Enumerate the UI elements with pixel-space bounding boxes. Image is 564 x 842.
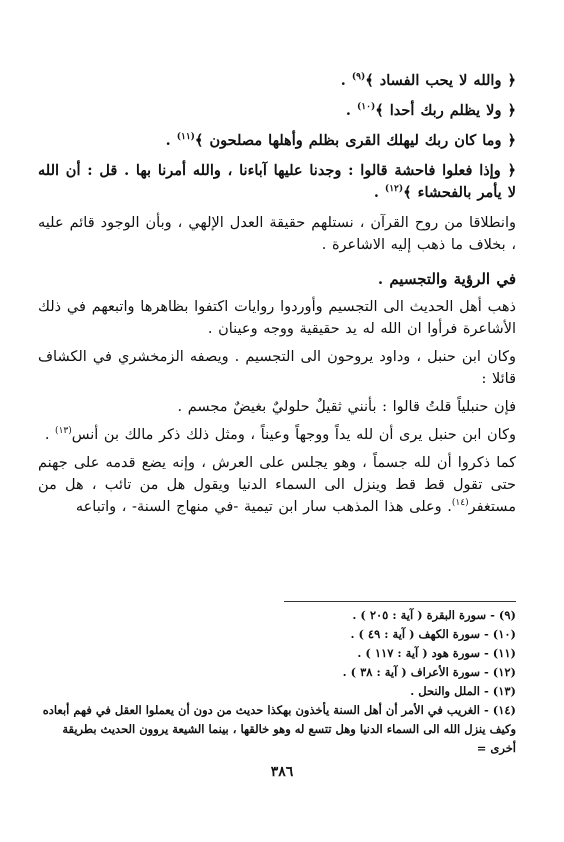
verse-4: ﴿ وإذا فعلوا فاحشة قالوا : وجدنا عليها آباءنا ، والله أمرنا بها . قل : أن الله لا يأمر بالفحشاء ﴾$^{(١٢)}$ . [38,162,516,201]
footnote-12: (١٢) - سورة الأعراف ( آية : ٣٨ ) . [342,665,516,679]
note-ref: (٩) [351,72,366,83]
footnote-11: (١١) - سورة هود ( آية : ١١٧ ) . [357,646,516,660]
footnote-9: (٩) - سورة البقرة ( آية : ٢٠٥ ) . [352,608,516,622]
note-ref: (١٣) [55,426,72,437]
paragraph-anthropomorphism: ذهب أهل الحديث الى التجسيم وأوردوا روايات اكتفوا بظاهرها واتبعهم في ذلك الأشاعرة فرأوا ان الله له يد حقيقية ووجه وعينان . [38,299,516,337]
section-heading: في الرؤية والتجسيم . [377,270,516,288]
paragraph-poem: فإن حنبلياً قلتُ قالوا : بأنني ثقيلٌ حلوليٌ بغيضٌ مجسم . [177,399,516,415]
paragraph-ibn-hanbal: وكان ابن حنبل ، وداود يروحون الى التجسيم . ويصفه الزمخشري في الكشاف قائلا : [38,349,516,387]
note-ref: (١٤) [451,498,469,509]
page-number: ٣٨٦ [270,764,294,780]
paragraph-malik: وكان ابن حنبل يرى أن لله يداً ووجهاً وعيناً ، ومثل ذلك ذكر مالك بن أنس$^{(١٣)}$ . [44,426,516,443]
note-ref: (١٢) [384,184,404,195]
footnotes [38,606,516,758]
verse-1: ﴿ والله لا يحب الفساد ﴾$^{(٩)}$ . [340,72,516,89]
verse-2: ﴿ ولا يظلم ربك أحدا ﴾$^{(١٠)}$ . [345,102,516,119]
note-ref: (١١) [176,132,195,143]
main-text [38,70,516,518]
note-ref: (١٠) [357,102,376,113]
footnote-14: (١٤) - الغريب في الأمر أن أهل السنة يأخذون بهكذا حديث من دون أن يعملوا العقل في فهم أبعاده وكيف ينزل الله الى السماء الدنيا وهل تتسع له وهو خالقها ، بينما الشيعة يروون الحديث بطريقة أخرى = [42,703,516,755]
footnote-10: (١٠) - سورة الكهف ( آية : ٤٩ ) . [350,627,516,641]
paragraph-body: كما ذكروا أن لله جسماً ، وهو يجلس على العرش ، وإنه يضع قدمه على جهنم حتى تقول قط قط وينزل الى السماء الدنيا ويقول هل من تائب ، هل من مستغفر$^{(١٤)}$. وعلى هذا المذهب سار ابن تيمية -في منهاج السنة- ، واتباعه [38,455,516,515]
footnote-13: (١٣) - الملل والنحل . [410,684,516,698]
verse-3: ﴿ وما كان ربك ليهلك القرى بظلم وأهلها مصلحون ﴾$^{(١١)}$ . [165,132,516,149]
paragraph-justice: وانطلاقا من روح القرآن ، نستلهم حقيقة العدل الإلهي ، وبأن الوجود قائم عليه ، بخلاف ما ذهب إليه الاشاعرة . [38,215,516,253]
footnote-divider [284,601,516,602]
